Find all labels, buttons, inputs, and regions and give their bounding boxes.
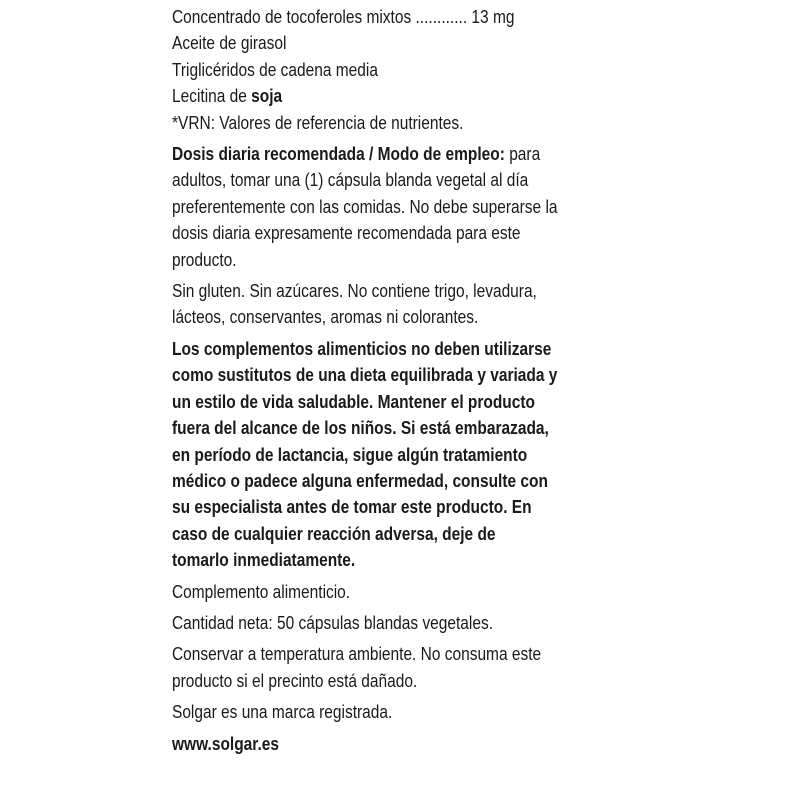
trademark-note: Solgar es una marca registrada. — [172, 702, 393, 723]
warning-line: caso de cualquier reacción adversa, deje de — [172, 523, 496, 544]
dosage-heading: Dosis diaria recomendada / Modo de empleo: — [172, 144, 505, 165]
website-link[interactable]: www.solgar.es — [172, 733, 279, 754]
dosage-line-1 — [172, 141, 642, 167]
warning-line: un estilo de vida saludable. Mantener el producto — [172, 391, 535, 412]
warning-line: como sustitutos de una dieta equilibrada y variada y — [172, 365, 558, 386]
tocopherols-line: Concentrado de tocoferoles mixtos ............ 13 mg — [172, 7, 515, 27]
allergen-soja: soja — [251, 86, 283, 107]
ingredients-section — [172, 4, 642, 136]
warning-line: fuera del alcance de los niños. Si está embarazada, — [172, 418, 549, 439]
dosage-line: dosis diaria expresamente recomendada para este — [172, 223, 521, 244]
warning-line: en período de lactancia, sigue algún tratamiento — [172, 444, 528, 465]
warning-line: médico o padece alguna enfermedad, consulte con — [172, 470, 548, 491]
warning-section — [172, 336, 642, 574]
product-type: Complemento alimenticio. — [172, 581, 351, 602]
dosage-line: producto. — [172, 249, 237, 270]
free-from-line: lácteos, conservantes, aromas ni colorantes. — [172, 307, 479, 328]
net-quantity: Cantidad neta: 50 cápsulas blandas vegetales. — [172, 612, 494, 633]
mct-line: Triglicéridos de cadena media — [172, 59, 378, 80]
free-from-section — [172, 278, 642, 331]
warning-line: su especialista antes de tomar este producto. En — [172, 497, 532, 518]
vrn-note: *VRN: Valores de referencia de nutrientes. — [172, 112, 464, 133]
dosage-line: preferentemente con las comidas. No debe superarse la — [172, 196, 558, 217]
warning-line: Los complementos alimenticios no deben utilizarse — [172, 338, 552, 359]
warning-line: tomarlo inmediatamente. — [172, 550, 356, 571]
dosage-line: adultos, tomar una (1) cápsula blanda vegetal al día — [172, 170, 529, 191]
dosage-line-1-text: para — [504, 144, 541, 165]
storage-section — [172, 641, 642, 694]
product-label-text — [172, 4, 642, 757]
lecithin-line — [172, 83, 642, 109]
free-from-line: Sin gluten. Sin azúcares. No contiene trigo, levadura, — [172, 281, 537, 302]
storage-line: producto si el precinto está dañado. — [172, 670, 418, 691]
sunflower-oil-line: Aceite de girasol — [172, 33, 287, 54]
lecithin-prefix: Lecitina de — [172, 86, 252, 107]
storage-line: Conservar a temperatura ambiente. No consuma este — [172, 644, 542, 665]
dosage-section — [172, 141, 642, 273]
